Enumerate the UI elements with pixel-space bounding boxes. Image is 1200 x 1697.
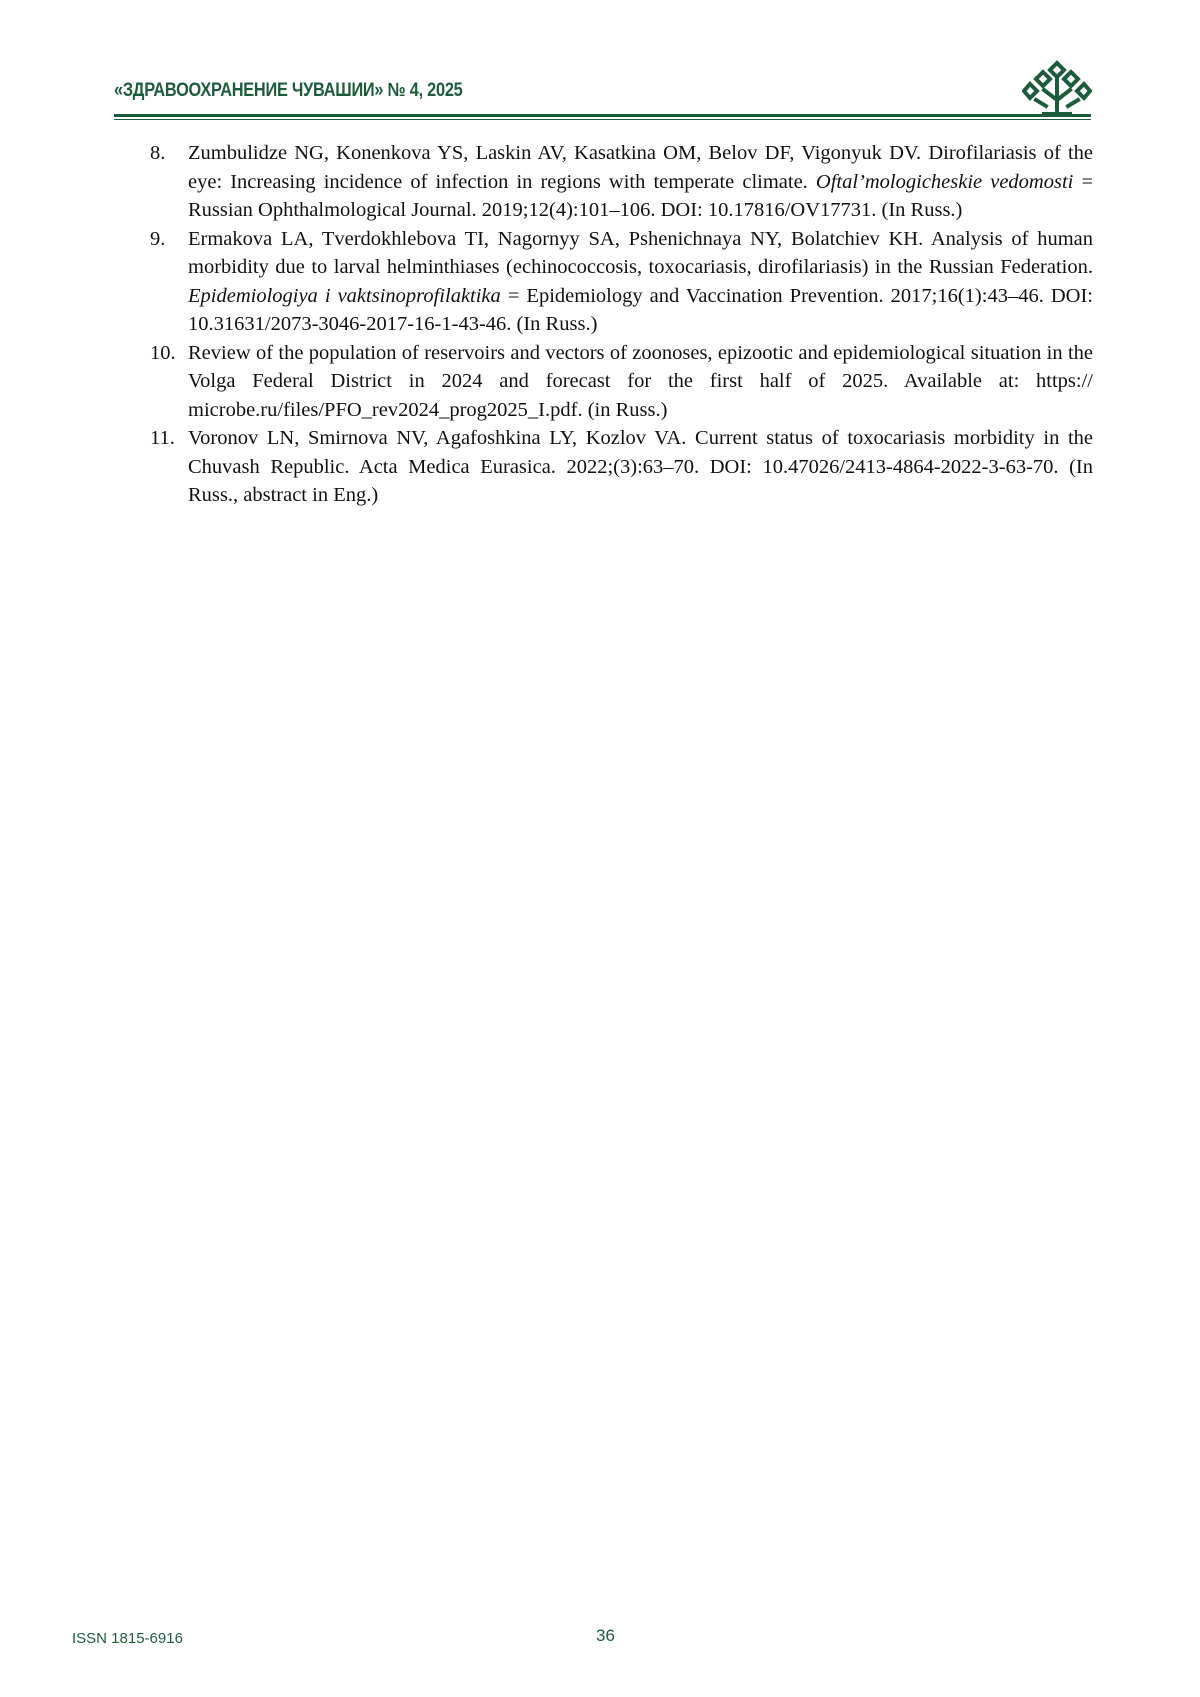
footer-issn: ISSN 1815-6916 [72, 1630, 183, 1647]
chuvash-tree-emblem-icon [1022, 60, 1092, 118]
header-rule-thin [114, 119, 1091, 120]
page-header [114, 76, 1091, 126]
reference-item-8 [150, 139, 1093, 225]
reference-journal-title: Oftal’mologicheskie vedomosti [815, 170, 1074, 193]
reference-journal-title: Epidemiologiya i vaktsinoprofilaktika [188, 284, 501, 307]
reference-text-main: Voronov LN, Smirnova NV, Agafoshkina LY, Kozlov VA. Current status of toxocariasis morbidity in the Chuvash Republic. Acta Medica Eurasica. 2022;(3):63–70. DOI: 10.47026/2413-4864-2022-3-63-70. (In Russ., abstract in Eng.) [188, 427, 1093, 506]
header-rule [114, 114, 1091, 117]
reference-item-11 [150, 424, 1093, 510]
reference-number: 11. [150, 427, 175, 449]
reference-number: 9. [150, 227, 166, 250]
reference-text-tail: = Russian Ophthalmological Journal. 2019;12(4):101–106. DOI: 10.17816/OV17731. (In Russ.) [188, 170, 1094, 221]
reference-list [150, 139, 1093, 510]
reference-text-tail: = Epidemiology and Vaccination Prevention. 2017;16(1):43–46. DOI: 10.31631/2073-3046-2017-16-1-43-46. (In Russ.) [188, 284, 1094, 335]
reference-text [188, 228, 1093, 336]
reference-text [188, 142, 1093, 221]
reference-text [188, 427, 1093, 506]
reference-item-9 [150, 225, 1093, 339]
page-number: 36 [596, 1626, 615, 1645]
reference-number: 10. [150, 341, 176, 364]
reference-text-main: Zumbulidze NG, Konenkova YS, Laskin AV, Kasatkina OM, Belov DF, Vigonyuk DV. Dirofilariasis of the eye: Increasing incidence of infection in regions with temperate climate. [188, 142, 1093, 193]
reference-text [188, 342, 1093, 421]
journal-title: «ЗДРАВООХРАНЕНИЕ ЧУВАШИИ» № 4, 2025 [114, 80, 463, 101]
reference-text-main: Ermakova LA, Tverdokhlebova TI, Nagornyy SA, Pshenichnaya NY, Bolatchiev KH. Analysis of human morbidity due to larval helminthiases (echinococcosis, toxocariasis, dirofilariasis) in the Russian Federation. [188, 227, 1093, 278]
reference-text-main: Review of the population of reservoirs and vectors of zoonoses, epizootic and epidemiological situation in the Volga Federal District in 2024 and forecast for the first half of 2025. Available at: https:// microbe.ru/files/PFO_rev2024_prog2025_I.pdf. (in Russ.) [188, 341, 1093, 421]
reference-number: 8. [150, 142, 166, 164]
reference-item-10 [150, 339, 1093, 425]
